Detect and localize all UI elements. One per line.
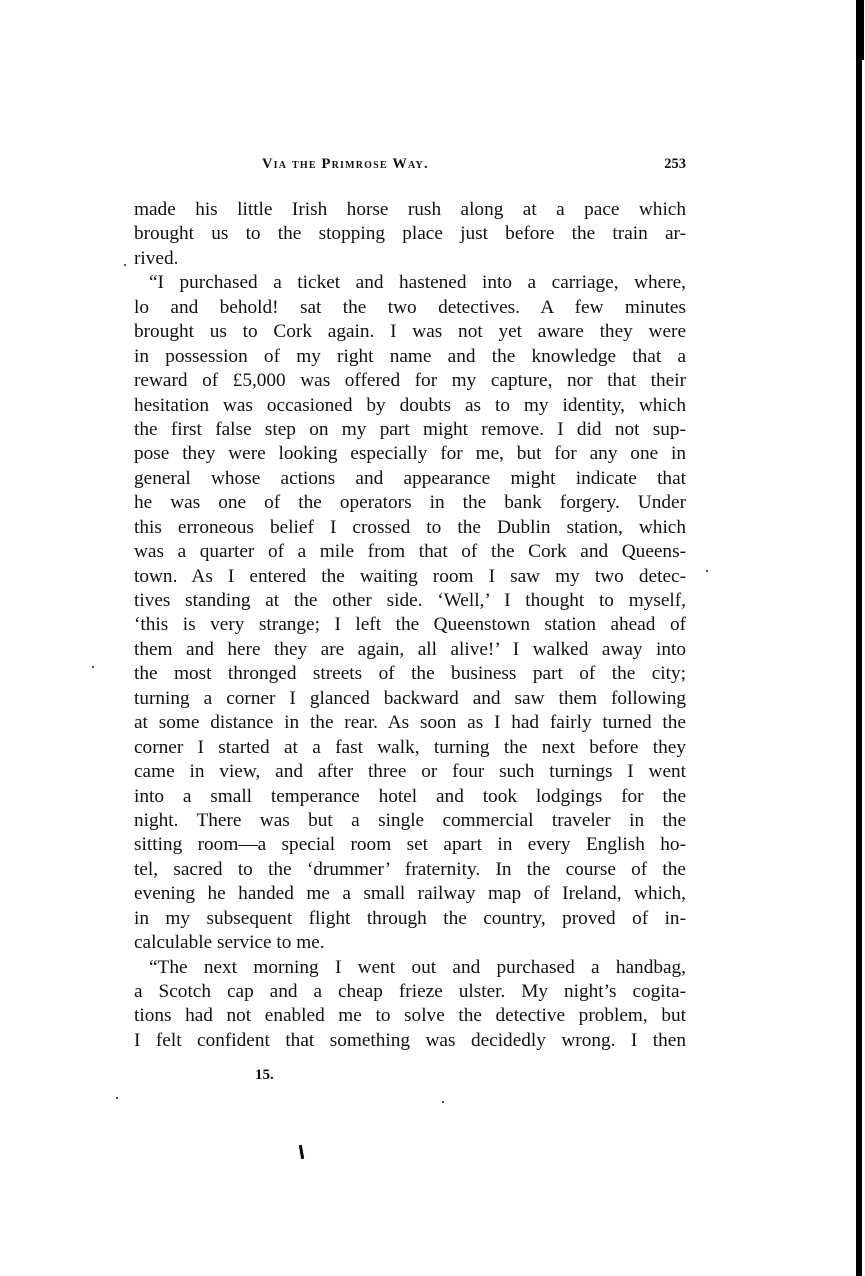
text-line: turning a corner I glanced backward and saw them following — [134, 687, 686, 709]
body-text — [134, 198, 686, 1053]
scan-artifact-mark — [299, 1145, 304, 1159]
paragraph-start-line: “I purchased a ticket and hastened into a carriage, where, — [149, 272, 686, 294]
text-line: general whose actions and appearance might indicate that — [134, 467, 686, 489]
text-line: made his little Irish horse rush along at a pace which — [134, 199, 686, 220]
text-line: night. There was but a single commercial traveler in the — [134, 809, 686, 831]
paragraph-start-line: “The next morning I went out and purchased a handbag, — [149, 956, 686, 978]
signature-mark: 15. — [255, 1067, 274, 1083]
text-line: tel, sacred to the ‘drummer’ fraternity. In the course of the — [134, 858, 686, 880]
text-line: hesitation was occasioned by doubts as to my identity, which — [134, 394, 686, 416]
text-line: in possession of my right name and the knowledge that a — [134, 345, 686, 367]
text-line: this erroneous belief I crossed to the Dublin station, which — [134, 516, 686, 538]
page-edge-shadow-top — [862, 0, 864, 60]
scan-speck — [706, 570, 708, 572]
text-line: ‘this is very strange; I left the Queenstown station ahead of — [134, 614, 686, 636]
text-line: the first false step on my part might remove. I did not sup- — [134, 418, 686, 440]
text-line: town. As I entered the waiting room I saw my two detec- — [134, 565, 686, 587]
text-line: into a small temperance hotel and took lodgings for the — [134, 785, 686, 807]
scan-speck — [442, 1101, 444, 1103]
text-line: came in view, and after three or four such turnings I went — [134, 761, 686, 783]
text-line: rived. — [134, 247, 179, 269]
running-head — [262, 156, 686, 173]
text-line: at some distance in the rear. As soon as I had fairly turned the — [134, 712, 686, 734]
text-line: lo and behold! sat the two detectives. A few minutes — [134, 296, 686, 318]
running-title: Via the Primrose Way. — [262, 156, 429, 172]
scan-speck — [116, 1097, 118, 1099]
text-line: I felt confident that something was decidedly wrong. I then — [134, 1029, 686, 1051]
text-line: tives standing at the other side. ‘Well,’ I thought to myself, — [134, 590, 686, 611]
text-line: the most thronged streets of the business part of the city; — [134, 663, 686, 685]
text-line: calculable service to me. — [134, 932, 325, 954]
text-line: reward of £5,000 was offered for my capture, nor that their — [134, 370, 686, 392]
text-line: them and here they are again, all alive!’ I walked away into — [134, 638, 686, 660]
text-line: he was one of the operators in the bank forgery. Under — [134, 492, 686, 514]
text-line: sitting room—a special room set apart in every English ho- — [134, 834, 686, 856]
page-edge-shadow — [856, 0, 862, 1276]
text-line: was a quarter of a mile from that of the Cork and Queens- — [134, 541, 686, 563]
scan-speck — [124, 264, 126, 266]
text-line: brought us to the stopping place just before the train ar- — [134, 223, 686, 245]
text-line: corner I started at a fast walk, turning the next before they — [134, 736, 686, 758]
text-line: in my subsequent flight through the country, proved of in- — [134, 907, 686, 929]
text-line: brought us to Cork again. I was not yet aware they were — [134, 321, 686, 343]
scan-speck — [92, 666, 94, 668]
text-line: pose they were looking especially for me, but for any one in — [134, 443, 686, 465]
text-line: tions had not enabled me to solve the detective problem, but — [134, 1005, 686, 1027]
page-number: 253 — [664, 156, 686, 172]
text-line: evening he handed me a small railway map of Ireland, which, — [134, 883, 686, 905]
text-line: a Scotch cap and a cheap frieze ulster. My night’s cogita- — [134, 981, 686, 1002]
